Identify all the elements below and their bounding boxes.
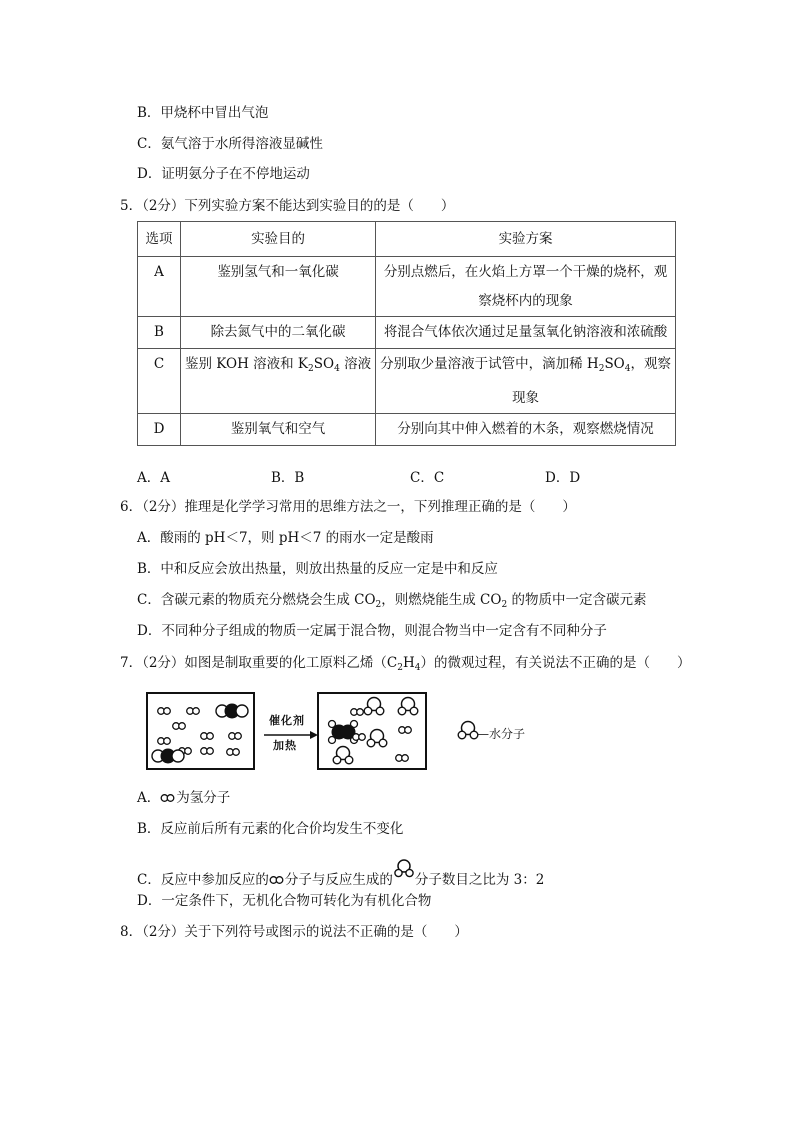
table-header-row [138,222,676,257]
question-7-option-c: C．反应中参加反应的 分子与反应生成的 分子数目之比为 3：2 [137,858,544,890]
question-5-stem: 5．（2分）下列实验方案不能达到实验目的的是（ ） [120,198,455,214]
question-6-option-b: B．中和反应会放出热量，则放出热量的反应一定是中和反应 [137,561,498,577]
cell-plan-line: 分别取少量溶液于试管中，滴加稀 $H_2SO_4$，观察 [380,356,671,374]
question-7-option-b: B．反应前后所有元素的化合价均发生不变化 [137,821,404,837]
table-row [138,414,676,446]
table-row [138,317,676,349]
option-d-prev: D．证明氨分子在不停地运动 [137,166,310,182]
cell-option: A [138,257,181,317]
hydrogen-molecule-icon [160,794,176,804]
question-7-option-a: A． 为氢分子 [137,790,231,806]
table-header: 选项 [138,222,181,257]
water-molecule-legend: —水分子 [477,727,526,741]
cell-plan-line: 分别点燃后，在火焰上方罩一个干燥的烧杯，观 [383,264,668,280]
answer-option-d[interactable]: D．D [545,470,581,486]
answer-option-c[interactable]: C．C [410,470,445,486]
cell-goal: 除去氮气中的二氧化碳 [181,317,376,349]
cell-plan-line: 现象 [512,390,540,406]
question-6-option-d: D．不同种分子组成的物质一定属于混合物，则混合物当中一定含有不同种分子 [137,623,607,639]
cell-goal: 鉴别 KOH 溶液和 $K_2SO_4$ 溶液 [181,349,376,414]
question-8-stem: 8．（2分）关于下列符号或图示的说法不正确的是（ ） [120,924,468,940]
experiment-table [137,221,676,446]
cell-option: B [138,317,181,349]
table-row [138,349,676,414]
answer-option-b[interactable]: B．B [271,470,305,486]
heat-label: 加热 [273,739,297,752]
answer-option-a[interactable]: A．A [137,470,170,486]
cell-plan [376,349,676,414]
cell-plan [376,257,676,317]
reaction-diagram [146,690,546,772]
cell-plan: 将混合气体依次通过足量氢氧化钠溶液和浓硫酸 [376,317,676,349]
option-c-prev: C．氨气溶于水所得溶液显碱性 [137,136,323,152]
water-molecule-icon [393,858,415,880]
table-header: 实验方案 [376,222,676,257]
question-6-option-c: C．含碳元素的物质充分燃烧会生成 $CO_2$，则燃烧能生成 $CO_2$ 的物质中一定含碳元素 [137,592,647,610]
hydrogen-molecule-icon [269,876,285,886]
option-b-prev: B．甲烧杯中冒出气泡 [137,105,269,121]
cell-plan-line: 察烧杯内的现象 [478,293,573,309]
cell-plan: 分别向其中伸入燃着的木条，观察燃烧情况 [376,414,676,446]
catalyst-label: 催化剂 [269,714,305,727]
table-row [138,257,676,317]
cell-option: C [138,349,181,414]
cell-goal: 鉴别氧气和空气 [181,414,376,446]
question-6-stem: 6．（2分）推理是化学学习常用的思维方法之一，下列推理正确的是（ ） [120,499,576,515]
cell-goal: 鉴别氢气和一氧化碳 [181,257,376,317]
question-7-stem: 7．（2分）如图是制取重要的化工原料乙烯$(C_2H_4)$的微观过程，有关说法不正确的是（ ） [120,655,691,673]
arrow-head [310,731,318,739]
question-7-option-d: D．一定条件下，无机化合物可转化为有机化合物 [137,893,432,909]
question-6-option-a: A．酸雨的 pH＜7，则 pH＜7 的雨水一定是酸雨 [137,530,434,546]
cell-option: D [138,414,181,446]
table-header: 实验目的 [181,222,376,257]
